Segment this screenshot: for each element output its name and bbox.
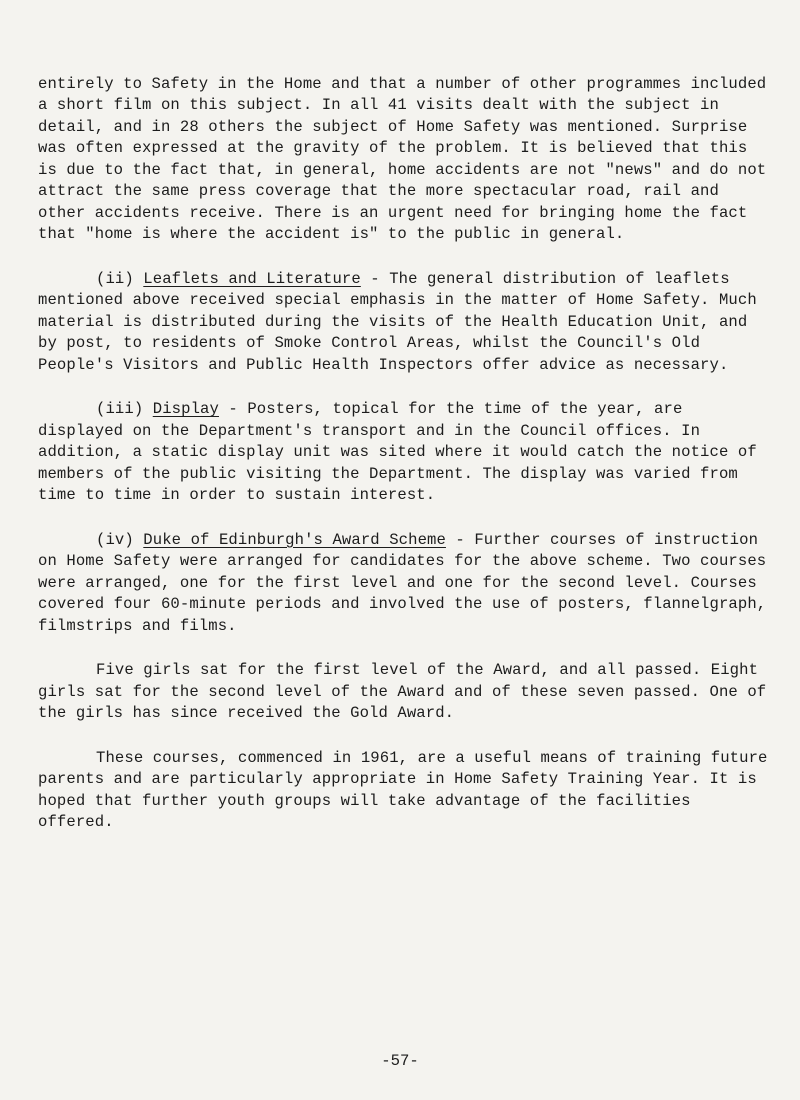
section-heading: Duke of Edinburgh's Award Scheme xyxy=(143,530,446,549)
section-heading: Leaflets and Literature xyxy=(143,269,361,288)
paragraph-award-results xyxy=(38,660,772,725)
page-number: -57- xyxy=(381,1052,419,1070)
paragraph-safety-visits xyxy=(38,52,772,246)
section-leaflets-literature xyxy=(38,269,772,377)
section-body: - Posters, topical for the time of the year, are displayed on the Department's transport and in the Council offices. In addition, a static display unit was sited where it would catch the notice of members of the public visiting the Department. The display was varied from time to time in order to sustain interest. xyxy=(38,400,757,504)
section-body: - Further courses of instruction on Home Safety were arranged for candidates for the above scheme. Two courses were arranged, one for the first level and one for the second level. Courses covered four 60-minute periods and involved the use of posters, flannelgraph, filmstrips and films. xyxy=(38,530,767,635)
paragraph-text: These courses, commenced in 1961, are a useful means of training future parents and are particularly appropriate in Home Safety Training Year. It is hoped that further youth groups will take advantage of the facilities offered. xyxy=(38,748,768,831)
section-heading: Display xyxy=(152,400,219,418)
section-number: (iv) xyxy=(96,530,144,549)
section-number: (iii) xyxy=(96,400,153,418)
section-body: - The general distribution of leaflets mentioned above received special emphasis in the matter of Home Safety. Much material is distributed during the visits of the Health Education Unit, and by post, to residents of Smoke Control Areas, whilst the Council's Old People's Visitors and Public Health Inspectors offer advice as necessary. xyxy=(38,269,757,374)
paragraph-text: Five girls sat for the first level of the Award, and all passed. Eight girls sat for the second level of the Award and of these seven passed. One of the girls has since received the Gold Award. xyxy=(38,661,767,722)
section-duke-of-edinburgh-award xyxy=(38,530,772,638)
paragraph-text: entirely to Safety in the Home and that a number of other programmes included a short film on this subject. In all 41 visits dealt with the subject in detail, and in 28 others the subject of Home Safety was mentioned. Surprise was often expressed at the gravity of the problem. It is believed that this is due to the fact that, in general, home accidents are not "news" and do not attract the same press coverage that the more spectacular road, rail and other accidents receive. There is an urgent need for bringing home the fact that "home is where the accident is" to the public in general. xyxy=(38,74,767,243)
section-number: (ii) xyxy=(96,269,144,288)
paragraph-courses-summary xyxy=(38,748,772,834)
section-display xyxy=(38,399,772,507)
